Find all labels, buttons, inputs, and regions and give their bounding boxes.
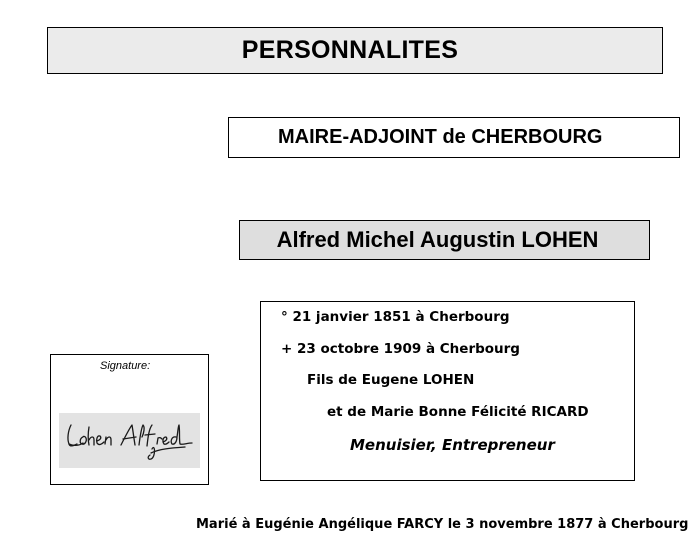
signature-box [50, 354, 209, 485]
handwritten-signature [59, 413, 200, 468]
role-title: MAIRE-ADJOINT de CHERBOURG [278, 126, 603, 148]
person-name: Alfred Michel Augustin LOHEN [276, 227, 599, 252]
profession-info: Menuisier, Entrepreneur [350, 436, 555, 454]
father-info: Fils de Eugene LOHEN [307, 372, 475, 388]
death-info: + 23 octobre 1909 à Cherbourg [281, 341, 520, 357]
role-box [228, 117, 680, 158]
biography-box [260, 301, 635, 481]
person-name-box [239, 220, 650, 260]
page-title: PERSONNALITES [241, 36, 459, 64]
page-title-box [47, 27, 663, 74]
birth-info: ° 21 janvier 1851 à Cherbourg [281, 309, 510, 325]
signature-label: Signature: [100, 360, 151, 372]
mother-info: et de Marie Bonne Félicité RICARD [327, 404, 589, 420]
marriage-info: Marié à Eugénie Angélique FARCY le 3 novembre 1877 à Cherbourg [196, 517, 689, 532]
signature-image [59, 413, 200, 468]
